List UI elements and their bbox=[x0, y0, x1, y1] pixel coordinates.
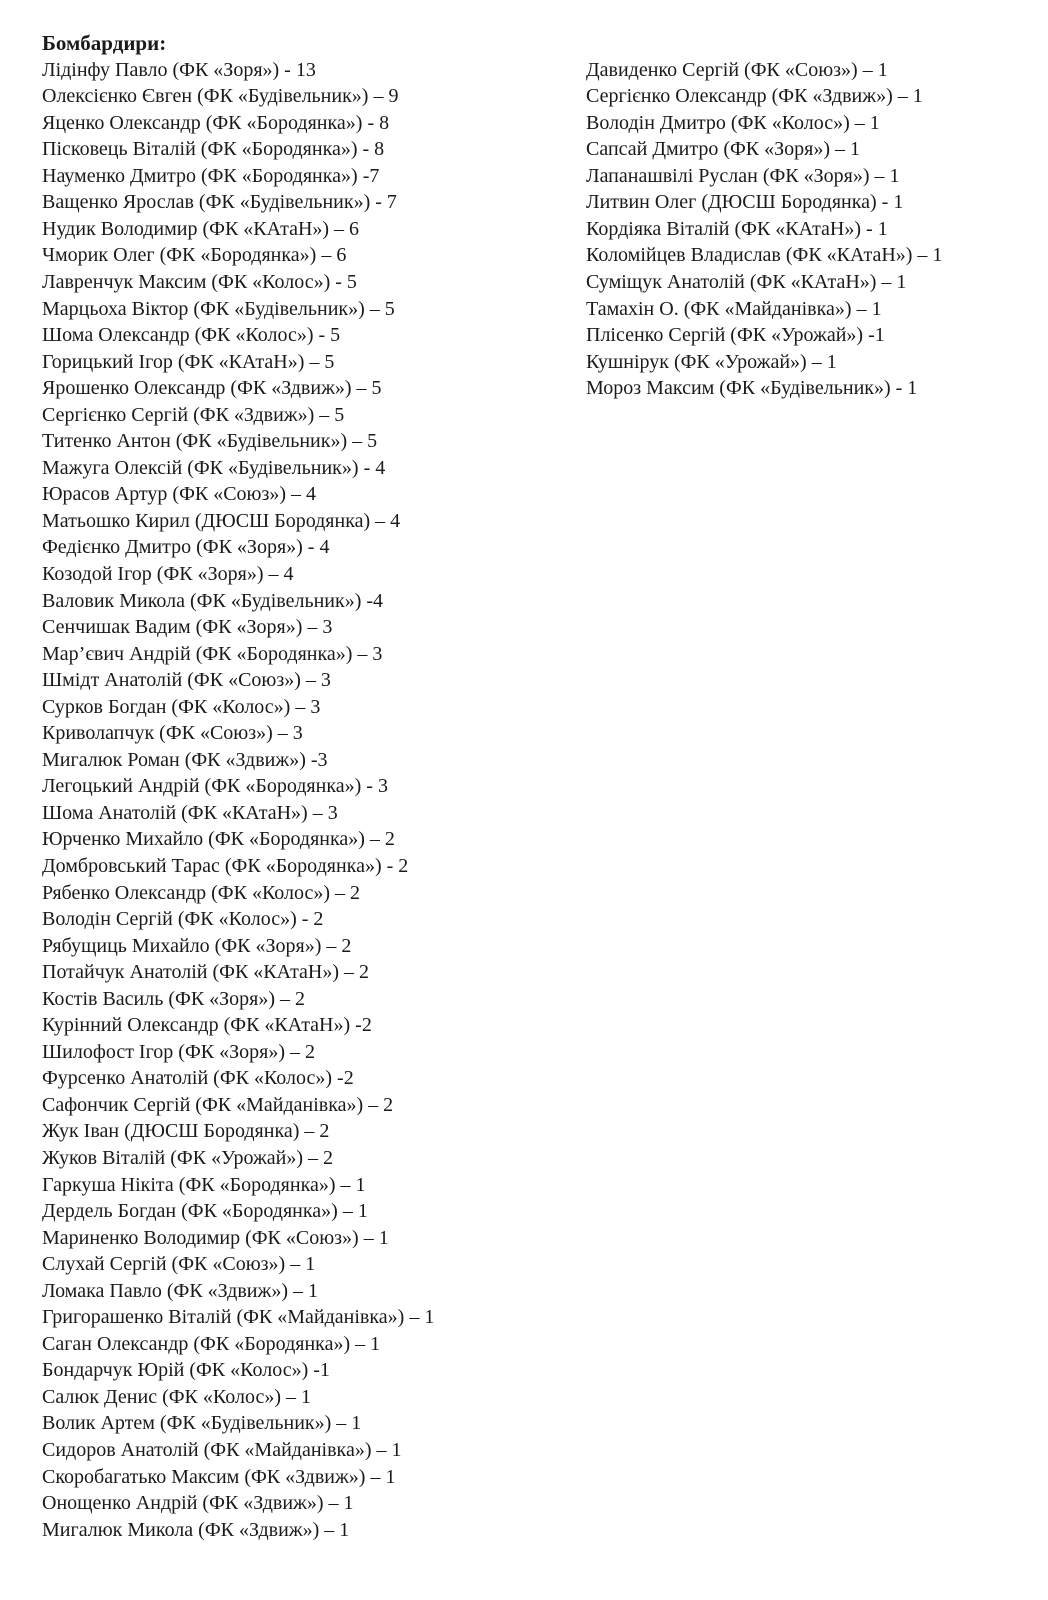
scorer-entry: Домбровський Тарас (ФК «Бородянка») - 2 bbox=[42, 855, 409, 877]
scorer-entry: Федієнко Дмитро (ФК «Зоря») - 4 bbox=[42, 536, 330, 559]
scorer-entry: Саган Олександр (ФК «Бородянка») – 1 bbox=[42, 1332, 381, 1355]
scorer-entry: Коломійцев Владислав (ФК «КАтаН») – 1 bbox=[586, 244, 943, 267]
scorer-entry: Мигалюк Микола (ФК «Здвиж») – 1 bbox=[42, 1518, 350, 1541]
scorer-entry: Сергієнко Олександр (ФК «Здвиж») – 1 bbox=[586, 85, 923, 108]
scorer-entry: Валовик Микола (ФК «Будівельник») -4 bbox=[42, 589, 384, 612]
scorer-entry: Пісковець Віталій (ФК «Бородянка») - 8 bbox=[42, 138, 385, 161]
scorer-entry: Матьошко Кирил (ДЮСШ Бородянка) – 4 bbox=[42, 509, 401, 532]
scorer-entry: Лідінфу Павло (ФК «Зоря») - 13 bbox=[42, 58, 316, 81]
scorer-entry: Григорашенко Віталій (ФК «Майданівка») – 1 bbox=[42, 1306, 435, 1329]
scorer-entry: Волик Артем (ФК «Будівельник») – 1 bbox=[42, 1412, 362, 1435]
scorer-entry: Ломака Павло (ФК «Здвиж») – 1 bbox=[42, 1279, 318, 1302]
scorer-entry: Нудик Володимир (ФК «КАтаН») – 6 bbox=[42, 217, 360, 240]
scorer-entry: Ярошенко Олександр (ФК «Здвиж») – 5 bbox=[42, 377, 382, 400]
scorer-entry: Гаркуша Нікіта (ФК «Бородянка») – 1 bbox=[42, 1173, 366, 1196]
scorer-entry: Рябущиць Михайло (ФК «Зоря») – 2 bbox=[42, 934, 352, 957]
scorers-list-right bbox=[586, 57, 942, 402]
scorer-entry: Сурков Богдан (ФК «Колос») – 3 bbox=[42, 695, 321, 718]
scorer-entry: Мар’євич Андрій (ФК «Бородянка») – 3 bbox=[42, 642, 383, 665]
scorer-entry: Марцьоха Віктор (ФК «Будівельник») – 5 bbox=[42, 297, 395, 320]
scorer-entry: Литвин Олег (ДЮСШ Бородянка) - 1 bbox=[586, 191, 904, 214]
scorer-entry: Онощенко Андрій (ФК «Здвиж») – 1 bbox=[42, 1492, 354, 1515]
scorer-entry: Сенчишак Вадим (ФК «Зоря») – 3 bbox=[42, 616, 333, 639]
document-title: Бомбардири: bbox=[42, 31, 167, 55]
scorer-entry: Сафончик Сергій (ФК «Майданівка») – 2 bbox=[42, 1093, 394, 1116]
scorer-entry: Шома Олександр (ФК «Колос») - 5 bbox=[42, 324, 341, 347]
scorer-entry: Потайчук Анатолій (ФК «КАтаН») – 2 bbox=[42, 961, 370, 984]
scorer-entry: Слухай Сергій (ФК «Союз») – 1 bbox=[42, 1253, 316, 1276]
scorer-entry: Рябенко Олександр (ФК «Колос») – 2 bbox=[42, 881, 361, 904]
scorer-entry: Мигалюк Роман (ФК «Здвиж») -3 bbox=[42, 748, 328, 771]
scorer-entry: Криволапчук (ФК «Союз») – 3 bbox=[42, 722, 303, 745]
scorer-entry: Лапанашвілі Руслан (ФК «Зоря») – 1 bbox=[586, 164, 900, 187]
scorer-entry: Фурсенко Анатолій (ФК «Колос») -2 bbox=[42, 1067, 354, 1090]
scorer-entry: Юрасов Артур (ФК «Союз») – 4 bbox=[42, 483, 317, 506]
scorer-entry: Сапсай Дмитро (ФК «Зоря») – 1 bbox=[586, 138, 861, 161]
scorer-entry: Науменко Дмитро (ФК «Бородянка») -7 bbox=[42, 164, 380, 187]
scorer-entry: Костів Василь (ФК «Зоря») – 2 bbox=[42, 987, 306, 1010]
scorer-entry: Салюк Денис (ФК «Колос») – 1 bbox=[42, 1385, 311, 1408]
scorer-entry: Бондарчук Юрій (ФК «Колос») -1 bbox=[42, 1359, 330, 1382]
scorer-entry: Легоцький Андрій (ФК «Бородянка») - 3 bbox=[42, 775, 388, 798]
scorer-entry: Шилофост Ігор (ФК «Зоря») – 2 bbox=[42, 1040, 315, 1063]
scorer-entry: Шмідт Анатолій (ФК «Союз») – 3 bbox=[42, 669, 331, 692]
scorer-entry: Мариненко Володимир (ФК «Союз») – 1 bbox=[42, 1226, 389, 1249]
scorer-entry: Жуков Віталій (ФК «Урожай») – 2 bbox=[42, 1147, 334, 1170]
scorer-entry: Кушнірук (ФК «Урожай») – 1 bbox=[586, 350, 837, 373]
scorer-entry: Суміщук Анатолій (ФК «КАтаН») – 1 bbox=[586, 270, 907, 293]
scorer-entry: Тамахін О. (ФК «Майданівка») – 1 bbox=[586, 297, 882, 320]
scorer-entry: Сидоров Анатолій (ФК «Майданівка») – 1 bbox=[42, 1439, 402, 1462]
scorer-entry: Чморик Олег (ФК «Бородянка») – 6 bbox=[42, 244, 347, 267]
scorers-list-left bbox=[42, 57, 434, 1544]
scorer-entry: Дердель Богдан (ФК «Бородянка») – 1 bbox=[42, 1200, 368, 1223]
scorer-entry: Сергієнко Сергій (ФК «Здвиж») – 5 bbox=[42, 403, 345, 426]
scorer-entry: Горицький Ігор (ФК «КАтаН») – 5 bbox=[42, 350, 335, 373]
scorer-entry: Скоробагатько Максим (ФК «Здвиж») – 1 bbox=[42, 1465, 396, 1488]
scorer-entry: Плісенко Сергій (ФК «Урожай») -1 bbox=[586, 324, 885, 347]
scorer-entry: Яценко Олександр (ФК «Бородянка») - 8 bbox=[42, 111, 390, 134]
scorer-entry: Володін Сергій (ФК «Колос») - 2 bbox=[42, 908, 324, 931]
scorer-entry: Юрченко Михайло (ФК «Бородянка») – 2 bbox=[42, 828, 395, 851]
scorer-entry: Олексієнко Євген (ФК «Будівельник») – 9 bbox=[42, 85, 399, 108]
scorer-entry: Жук Іван (ДЮСШ Бородянка) – 2 bbox=[42, 1120, 330, 1143]
scorer-entry: Козодой Ігор (ФК «Зоря») – 4 bbox=[42, 562, 294, 585]
scorer-entry: Курінний Олександр (ФК «КАтаН») -2 bbox=[42, 1014, 372, 1037]
scorer-entry: Давиденко Сергій (ФК «Союз») – 1 bbox=[586, 58, 888, 81]
scorer-entry: Мороз Максим (ФК «Будівельник») - 1 bbox=[586, 377, 918, 400]
scorer-entry: Кордіяка Віталій (ФК «КАтаН») - 1 bbox=[586, 217, 888, 240]
scorer-entry: Ващенко Ярослав (ФК «Будівельник») - 7 bbox=[42, 191, 397, 214]
scorer-entry: Шома Анатолій (ФК «КАтаН») – 3 bbox=[42, 801, 338, 824]
scorer-entry: Титенко Антон (ФК «Будівельник») – 5 bbox=[42, 430, 378, 453]
scorer-entry: Володін Дмитро (ФК «Колос») – 1 bbox=[586, 111, 880, 134]
scorer-entry: Мажуга Олексій (ФК «Будівельник») - 4 bbox=[42, 456, 386, 479]
scorer-entry: Лавренчук Максим (ФК «Колос») - 5 bbox=[42, 270, 357, 293]
